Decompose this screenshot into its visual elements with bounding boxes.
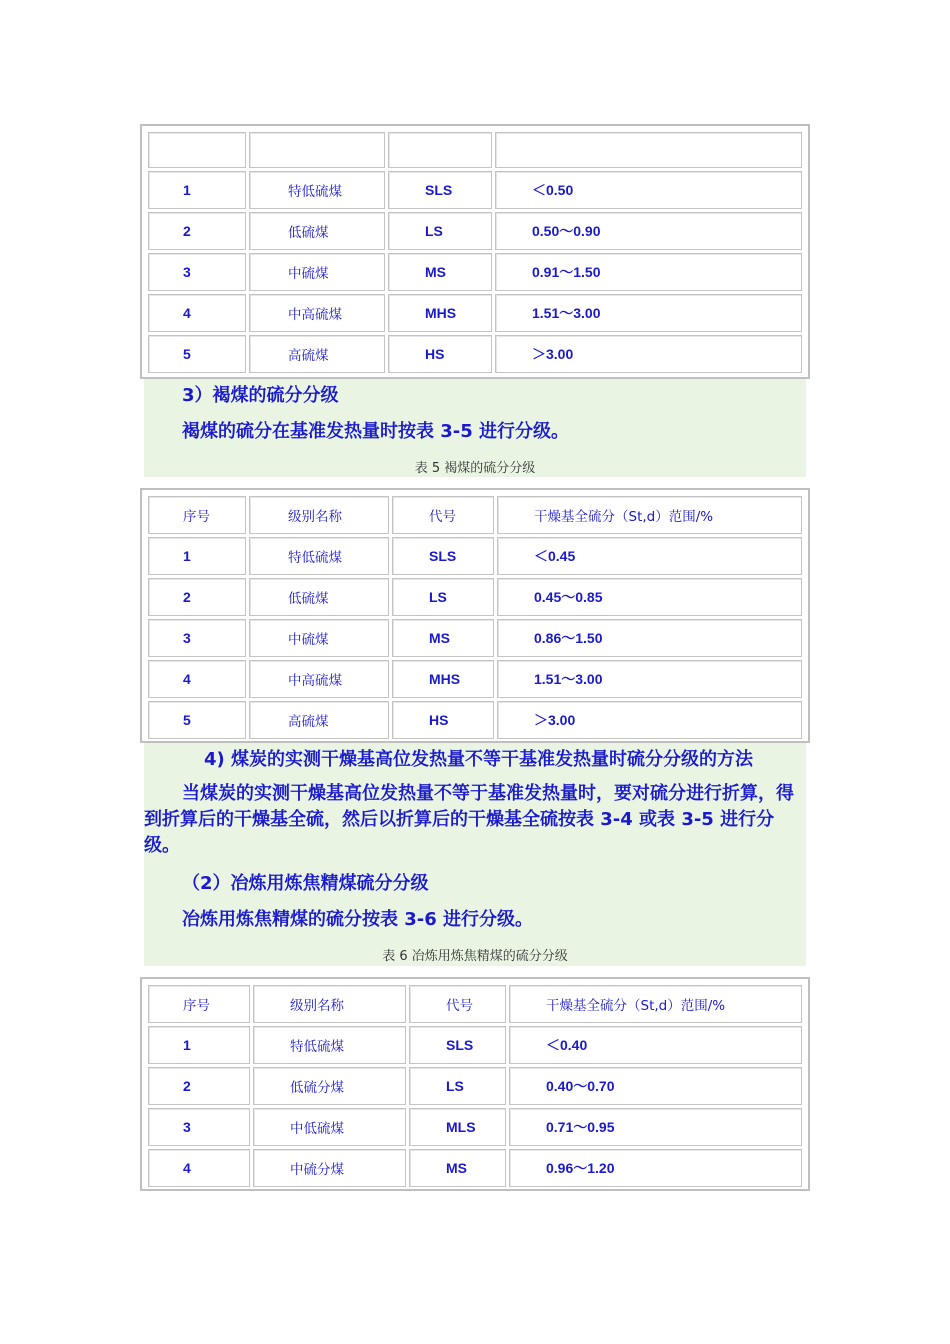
range-cell: 1.51～3.00 bbox=[495, 294, 802, 332]
index-cell: 2 bbox=[148, 1067, 250, 1105]
table-row bbox=[148, 701, 802, 739]
index-cell: 3 bbox=[148, 619, 246, 657]
range-cell: 1.51～3.00 bbox=[497, 660, 802, 698]
index-cell: 4 bbox=[148, 1149, 250, 1187]
index-cell: 4 bbox=[148, 294, 246, 332]
grade-name-cell: 中高硫煤 bbox=[249, 294, 385, 332]
header-cell: 序号 bbox=[148, 496, 246, 534]
index-cell: 5 bbox=[148, 335, 246, 373]
table-row bbox=[148, 294, 802, 332]
code-cell: HS bbox=[388, 335, 492, 373]
grade-name-cell: 中硫煤 bbox=[249, 619, 389, 657]
code-cell: MHS bbox=[392, 660, 494, 698]
range-cell: ＜0.50 bbox=[495, 171, 802, 209]
grade-name-cell: 低硫煤 bbox=[249, 578, 389, 616]
code-cell: MS bbox=[409, 1149, 506, 1187]
grade-name-cell: 低硫煤 bbox=[249, 212, 385, 250]
grade-name-cell: 特低硫煤 bbox=[249, 171, 385, 209]
table-row bbox=[148, 253, 802, 291]
header-cell: 代号 bbox=[409, 985, 506, 1023]
section-heading: 4) 煤炭的实测干燥基高位发热量不等干基准发热量时硫分分级的方法 bbox=[204, 749, 754, 770]
index-cell: 2 bbox=[148, 578, 246, 616]
data-table bbox=[145, 129, 805, 376]
section-lignite-panel bbox=[144, 379, 806, 477]
code-cell: LS bbox=[388, 212, 492, 250]
grade-name-cell: 中高硫煤 bbox=[249, 660, 389, 698]
header-cell bbox=[495, 132, 802, 168]
code-cell: MS bbox=[388, 253, 492, 291]
range-cell: 0.45～0.85 bbox=[497, 578, 802, 616]
index-cell: 2 bbox=[148, 212, 246, 250]
table-row bbox=[148, 171, 802, 209]
range-cell: 0.96～1.20 bbox=[509, 1149, 802, 1187]
grade-name-cell: 特低硫煤 bbox=[249, 537, 389, 575]
range-cell: 0.40～0.70 bbox=[509, 1067, 802, 1105]
grade-name-cell: 低硫分煤 bbox=[253, 1067, 406, 1105]
range-cell: ＞3.00 bbox=[495, 335, 802, 373]
range-cell: ＞3.00 bbox=[497, 701, 802, 739]
header-cell bbox=[148, 132, 246, 168]
index-cell: 1 bbox=[148, 171, 246, 209]
table-row bbox=[148, 578, 802, 616]
range-cell: 0.71～0.95 bbox=[509, 1108, 802, 1146]
grade-name-cell: 中低硫煤 bbox=[253, 1108, 406, 1146]
table-row bbox=[148, 660, 802, 698]
data-table bbox=[145, 982, 805, 1190]
code-cell: MHS bbox=[388, 294, 492, 332]
table-row bbox=[148, 619, 802, 657]
table-header-row bbox=[148, 132, 802, 168]
index-cell: 5 bbox=[148, 701, 246, 739]
header-cell: 序号 bbox=[148, 985, 250, 1023]
table-caption: 表 5 褐煤的硫分分级 bbox=[414, 461, 536, 476]
range-cell: 0.50～0.90 bbox=[495, 212, 802, 250]
table-row bbox=[148, 1149, 802, 1187]
table-row bbox=[148, 1108, 802, 1146]
data-table bbox=[145, 493, 805, 742]
header-cell: 干燥基全硫分（St,d）范围/% bbox=[509, 985, 802, 1023]
table-caption: 表 6 冶炼用炼焦精煤的硫分分级 bbox=[382, 949, 568, 964]
grade-name-cell: 高硫煤 bbox=[249, 335, 385, 373]
section-conversion-panel bbox=[144, 743, 806, 966]
index-cell: 1 bbox=[148, 537, 246, 575]
code-cell: SLS bbox=[409, 1026, 506, 1064]
index-cell: 1 bbox=[148, 1026, 250, 1064]
grade-name-cell: 中硫煤 bbox=[249, 253, 385, 291]
header-cell bbox=[388, 132, 492, 168]
header-cell: 级别名称 bbox=[249, 496, 389, 534]
range-cell: ＜0.45 bbox=[497, 537, 802, 575]
table-row bbox=[148, 1067, 802, 1105]
section-heading: （2）冶炼用炼焦精煤硫分分级 bbox=[182, 873, 429, 894]
code-cell: LS bbox=[409, 1067, 506, 1105]
header-cell: 级别名称 bbox=[253, 985, 406, 1023]
code-cell: HS bbox=[392, 701, 494, 739]
header-cell: 干燥基全硫分（St,d）范围/% bbox=[497, 496, 802, 534]
grade-name-cell: 高硫煤 bbox=[249, 701, 389, 739]
section-text: 冶炼用炼焦精煤的硫分按表 3-6 进行分级。 bbox=[182, 909, 534, 930]
index-cell: 4 bbox=[148, 660, 246, 698]
code-cell: SLS bbox=[392, 537, 494, 575]
table-header-row bbox=[148, 985, 802, 1023]
table-row bbox=[148, 335, 802, 373]
table-header-row bbox=[148, 496, 802, 534]
index-cell: 3 bbox=[148, 1108, 250, 1146]
header-cell: 代号 bbox=[392, 496, 494, 534]
table-coking-coal-sulfur-grading bbox=[140, 977, 810, 1191]
table-row bbox=[148, 537, 802, 575]
code-cell: MS bbox=[392, 619, 494, 657]
range-cell: 0.91～1.50 bbox=[495, 253, 802, 291]
section-text: 当煤炭的实测干燥基高位发热量不等于基准发热量时，要对硫分进行折算，得到折算后的干燥基全硫，然后以折算后的干燥基全硫按表 3-4 或表 3-5 进行分级。 bbox=[144, 783, 794, 856]
range-cell: 0.86～1.50 bbox=[497, 619, 802, 657]
section-heading: 3）褐煤的硫分分级 bbox=[182, 385, 339, 406]
code-cell: LS bbox=[392, 578, 494, 616]
section-text: 褐煤的硫分在基准发热量时按表 3-5 进行分级。 bbox=[182, 421, 570, 442]
code-cell: SLS bbox=[388, 171, 492, 209]
grade-name-cell: 中硫分煤 bbox=[253, 1149, 406, 1187]
table-row bbox=[148, 1026, 802, 1064]
range-cell: ＜0.40 bbox=[509, 1026, 802, 1064]
table-lignite-sulfur-grading bbox=[140, 488, 810, 743]
grade-name-cell: 特低硫煤 bbox=[253, 1026, 406, 1064]
header-cell bbox=[249, 132, 385, 168]
index-cell: 3 bbox=[148, 253, 246, 291]
table-row bbox=[148, 212, 802, 250]
table-coal-sulfur-grading-continued bbox=[140, 124, 810, 379]
code-cell: MLS bbox=[409, 1108, 506, 1146]
